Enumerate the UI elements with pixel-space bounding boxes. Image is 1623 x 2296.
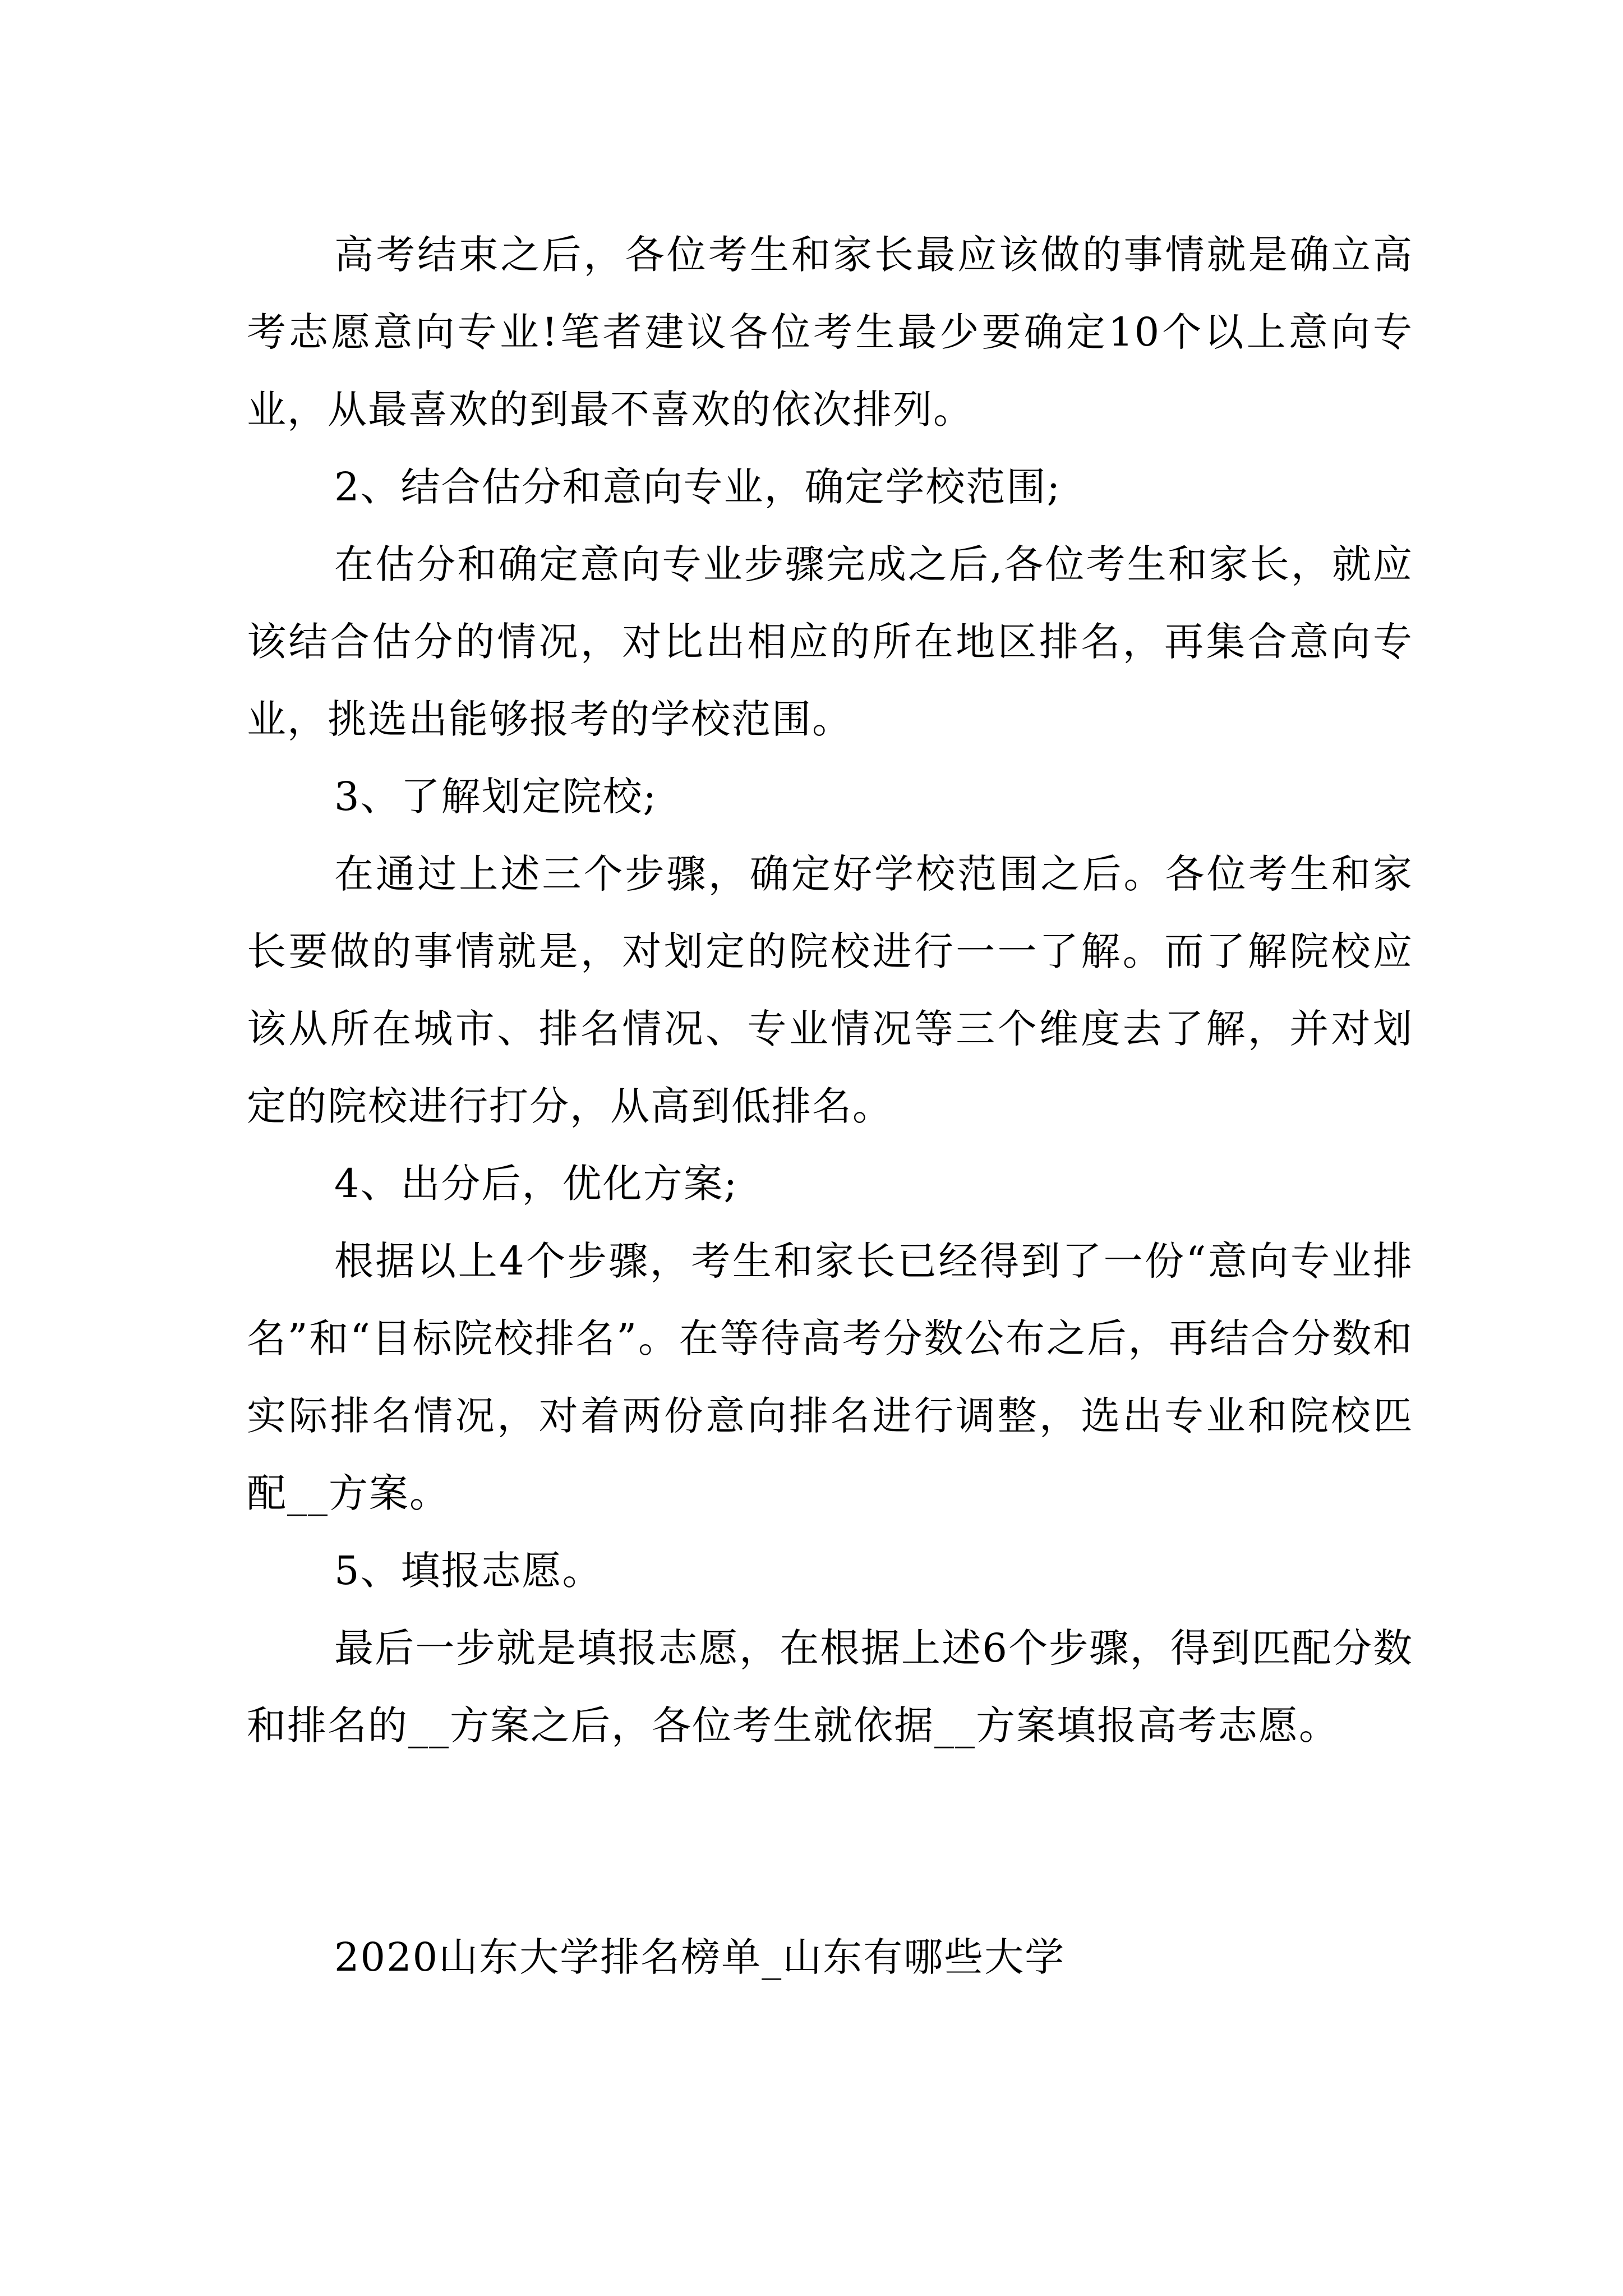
paragraph-intro: 高考结束之后，各位考生和家长最应该做的事情就是确立高考志愿意向专业!笔者建议各位考生最少要确定10个以上意向专业，从最喜欢的到最不喜欢的依次排列。 [247, 232, 1413, 432]
body-text [247, 216, 1413, 1764]
step-2-body: 在估分和确定意向专业步骤完成之后,各位考生和家长，就应该结合估分的情况，对比出相应的所在地区排名，再集合意向专业，挑选出能够报考的学校范围。 [247, 541, 1413, 742]
step-4-body: 根据以上4个步骤，考生和家长已经得到了一份“意向专业排名”和“目标院校排名”。在等待高考分数公布之后，再结合分数和实际排名情况，对着两份意向排名进行调整，选出专业和院校匹配__方案。 [247, 1238, 1413, 1516]
step-5-heading: 5、填报志愿。 [334, 1548, 603, 1594]
step-3-heading: 3、了解划定院校; [334, 774, 658, 820]
step-4-heading: 4、出分后，优化方案; [334, 1161, 739, 1207]
article-title: 2020山东大学排名榜单_山东有哪些大学 [334, 1934, 1066, 1980]
step-3-body: 在通过上述三个步骤，确定好学校范围之后。各位考生和家长要做的事情就是，对划定的院校进行一一了解。而了解院校应该从所在城市、排名情况、专业情况等三个维度去了解，并对划定的院校进行打分，从高到低排名。 [247, 851, 1413, 1129]
step-2-heading: 2、结合估分和意向专业，确定学校范围; [334, 464, 1062, 510]
step-5-body: 最后一步就是填报志愿，在根据上述6个步骤，得到匹配分数和排名的__方案之后，各位考生就依据__方案填报高考志愿。 [247, 1625, 1413, 1749]
